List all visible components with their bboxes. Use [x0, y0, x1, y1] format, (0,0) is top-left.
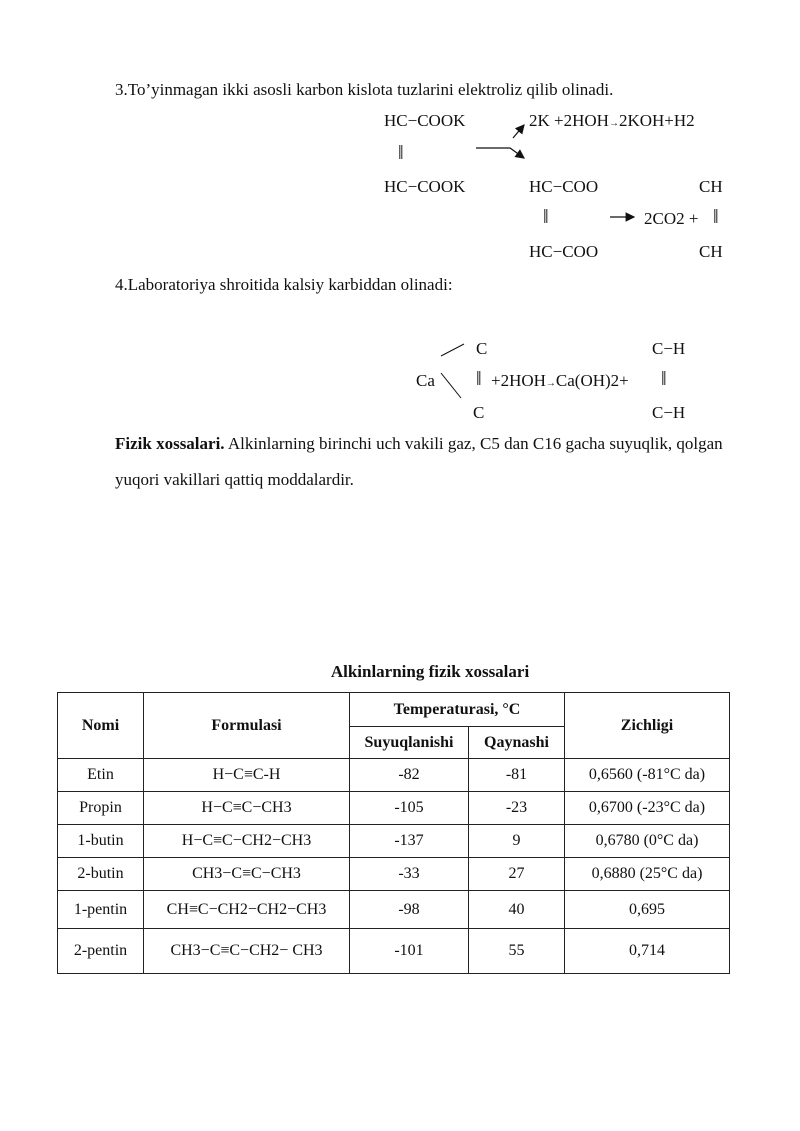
reaction3-reagents: 2K +2HOH	[529, 111, 609, 130]
reaction3-arrow: →	[608, 118, 619, 129]
table-caption: Alkinlarning fizik xossalari	[330, 662, 530, 681]
reaction4-ch-top: C−H	[652, 339, 686, 358]
cell-formula: CH3−C≡C−CH3	[144, 858, 350, 891]
reaction4-product: Ca(OH)2+	[555, 371, 629, 390]
reaction4-ch-bottom: C−H	[652, 403, 686, 422]
reaction3-mid-top: HC−COO	[529, 177, 599, 196]
header-temperature: Temperaturasi, °C	[350, 693, 565, 727]
table-row	[58, 759, 730, 792]
reaction3-co2: 2CO2 +	[644, 209, 699, 228]
cell-name: Etin	[58, 759, 144, 792]
table-header-row	[58, 693, 730, 727]
cell-boiling: 9	[469, 825, 565, 858]
header-formula: Formulasi	[144, 693, 350, 759]
table-row	[58, 929, 730, 974]
cell-boiling: 27	[469, 858, 565, 891]
reaction3-ch-top: CH	[699, 177, 723, 196]
cell-density: 0,6880 (25°C da)	[565, 858, 730, 891]
cell-density: 0,6700 (-23°C da)	[565, 792, 730, 825]
physical-properties-label: Fizik xossalari.	[115, 434, 225, 453]
table-row	[58, 792, 730, 825]
reaction3-product: 2KOH+H2	[618, 111, 695, 130]
reaction3-top-left: HC−COOK	[384, 111, 466, 130]
cell-name: 1-butin	[58, 825, 144, 858]
table-row	[58, 858, 730, 891]
section4-heading: 4.Laboratoriya shroitida kalsiy karbiddan olinadi:	[115, 275, 453, 294]
header-density: Zichligi	[565, 693, 730, 759]
cell-melting: -105	[350, 792, 469, 825]
physical-properties-text: Alkinlarning birinchi uch vakili gaz, C5 dan C16 gacha suyuqlik, qolgan yuqori vakillari qattiq moddalardir.	[115, 434, 723, 489]
cell-melting: -82	[350, 759, 469, 792]
reaction3-mid-bottom: HC−COO	[529, 242, 599, 261]
cell-density: 0,714	[565, 929, 730, 974]
ca-bond-down-line	[441, 373, 461, 398]
reaction4-double-bond-right: ‖	[661, 368, 667, 390]
table-row	[58, 891, 730, 929]
cell-melting: -137	[350, 825, 469, 858]
reaction3-double-bond-right: ‖	[713, 206, 719, 228]
cell-density: 0,6560 (-81°C da)	[565, 759, 730, 792]
header-boiling: Qaynashi	[469, 727, 565, 759]
table-body	[58, 759, 730, 974]
header-name: Nomi	[58, 693, 144, 759]
reaction4-c-bottom: C	[473, 403, 485, 422]
cell-boiling: 55	[469, 929, 565, 974]
reaction-arrows	[0, 0, 800, 500]
cell-name: Propin	[58, 792, 144, 825]
cell-melting: -101	[350, 929, 469, 974]
reaction3-arrow-main-icon	[476, 148, 524, 158]
reaction4-reagents: +2HOH	[491, 371, 546, 390]
reaction3-ch-bottom: CH	[699, 242, 723, 261]
cell-melting: -33	[350, 858, 469, 891]
cell-formula: CH≡C−CH2−CH2−CH3	[144, 891, 350, 929]
cell-name: 2-butin	[58, 858, 144, 891]
cell-boiling: -81	[469, 759, 565, 792]
reaction4-double-bond-left: ‖	[476, 368, 482, 390]
reaction4-ca: Ca	[416, 371, 435, 390]
header-melting: Suyuqlanishi	[350, 727, 469, 759]
cell-formula: H−C≡C−CH3	[144, 792, 350, 825]
alkyne-properties-table	[57, 692, 730, 974]
reaction3-arrow-up-icon	[513, 125, 524, 138]
cell-formula: H−C≡C−CH2−CH3	[144, 825, 350, 858]
reaction3-double-bond-left: ‖	[398, 142, 404, 164]
reaction4-arrow: →	[545, 378, 556, 389]
cell-formula: H−C≡C-H	[144, 759, 350, 792]
cell-density: 0,695	[565, 891, 730, 929]
cell-melting: -98	[350, 891, 469, 929]
cell-formula: CH3−C≡C−CH2− CH3	[144, 929, 350, 974]
section3-heading: 3.To’yinmagan ikki asosli karbon kislota tuzlarini elektroliz qilib olinadi.	[115, 80, 614, 99]
cell-boiling: -23	[469, 792, 565, 825]
ca-bond-up-line	[441, 344, 464, 356]
reaction4-c-top: C	[476, 339, 488, 358]
cell-boiling: 40	[469, 891, 565, 929]
physical-properties-paragraph	[115, 426, 735, 498]
cell-density: 0,6780 (0°C da)	[565, 825, 730, 858]
cell-name: 2-pentin	[58, 929, 144, 974]
reaction3-bottom-left: HC−COOK	[384, 177, 466, 196]
table-row	[58, 825, 730, 858]
reaction3-double-bond-mid: ‖	[543, 206, 549, 228]
cell-name: 1-pentin	[58, 891, 144, 929]
